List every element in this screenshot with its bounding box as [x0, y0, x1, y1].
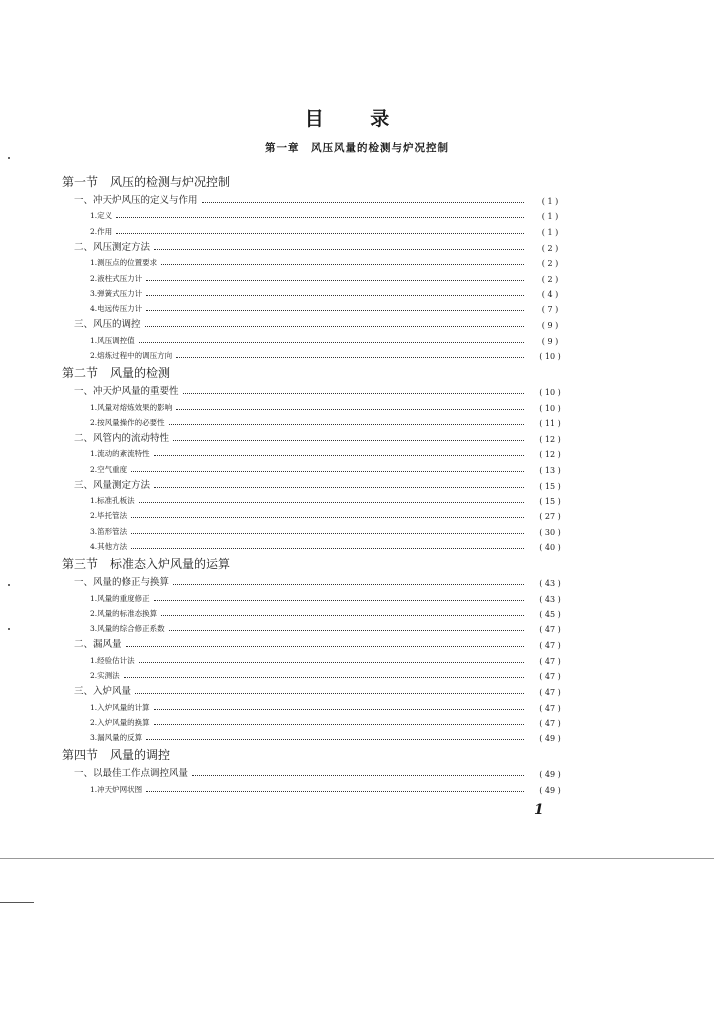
toc-item: [62, 521, 572, 536]
toc-item: [62, 268, 572, 283]
scan-speck: [8, 628, 10, 630]
toc-entry-text: 1.入炉风量的计算: [90, 702, 150, 712]
dot-leader: [173, 439, 524, 441]
toc-page-ref: ( 43 ): [539, 594, 561, 604]
toc-entry-text: 二、漏风量: [74, 639, 122, 651]
dot-leader: [139, 501, 524, 503]
dot-leader: [146, 790, 524, 792]
toc-section: [62, 743, 572, 763]
toc-entry-text: 1.经验估计法: [90, 655, 135, 665]
dot-leader: [124, 676, 524, 678]
toc-entry-text: 三、风量测定方法: [74, 479, 151, 491]
table-of-contents: [62, 170, 572, 795]
page-title: 目 录: [304, 108, 410, 130]
toc-entry-text: 1.定义: [90, 211, 113, 221]
toc-item: [62, 697, 572, 712]
toc-sub: [62, 314, 572, 330]
toc-sub: [62, 681, 572, 697]
toc-page-ref: ( 47 ): [539, 718, 561, 728]
dot-leader: [161, 614, 524, 616]
toc-item: [62, 253, 572, 268]
toc-sub: [62, 763, 572, 779]
toc-page-ref: ( 10 ): [539, 403, 561, 413]
toc-item: [62, 650, 572, 665]
toc-sub: [62, 237, 572, 253]
toc-item: [62, 444, 572, 459]
toc-entry-text: 2.毕托管法: [90, 511, 128, 521]
toc-entry-text: 2.按风量操作的必要性: [90, 417, 165, 427]
toc-entry-text: 1.风压调控值: [90, 335, 135, 345]
toc-item: [62, 284, 572, 299]
dot-leader: [131, 547, 524, 549]
toc-entry-text: 1.标准孔板法: [90, 496, 135, 506]
toc-entry-text: 2.实测法: [90, 671, 120, 681]
toc-entry-text: 第三节 标准态入炉风量的运算: [62, 557, 231, 572]
toc-item: [62, 713, 572, 728]
toc-page-ref: ( 7 ): [541, 305, 559, 315]
toc-page-ref: ( 47 ): [539, 688, 561, 698]
toc-entry-text: 2.熔炼过程中的调压方向: [90, 351, 173, 361]
toc-item: [62, 459, 572, 474]
toc-entry-text: 4.其他方法: [90, 542, 128, 552]
toc-page-ref: ( 49 ): [539, 734, 561, 744]
toc-sub: [62, 428, 572, 444]
chapter-heading: 第一章 风压风量的检测与炉况控制: [265, 142, 449, 154]
toc-entry-text: 二、风压测定方法: [74, 241, 151, 253]
toc-entry-text: 一、风量的修正与换算: [74, 577, 170, 589]
toc-entry-text: 1.冲天炉网状图: [90, 784, 143, 794]
toc-page-ref: ( 10 ): [539, 388, 561, 398]
dot-leader: [131, 470, 524, 472]
toc-entry-text: 2.作用: [90, 226, 113, 236]
toc-page-ref: ( 9 ): [541, 321, 559, 331]
toc-item: [62, 506, 572, 521]
toc-item: [62, 666, 572, 681]
toc-page-ref: ( 13 ): [539, 465, 561, 475]
dot-leader: [139, 661, 524, 663]
dot-leader: [116, 232, 524, 234]
dot-leader: [176, 356, 524, 358]
dot-leader: [202, 201, 524, 203]
dot-leader: [146, 279, 524, 281]
dot-leader: [169, 423, 524, 425]
scan-speck: [8, 157, 10, 159]
toc-item: [62, 779, 572, 794]
toc-page-ref: ( 12 ): [539, 450, 561, 460]
toc-sub: [62, 634, 572, 650]
toc-page-ref: ( 10 ): [539, 352, 561, 362]
toc-page-ref: ( 11 ): [539, 418, 561, 428]
dot-leader: [169, 629, 524, 631]
toc-page-ref: ( 1 ): [541, 212, 559, 222]
toc-page-ref: ( 47 ): [539, 656, 561, 666]
dot-leader: [154, 599, 524, 601]
toc-sub: [62, 190, 572, 206]
toc-sub: [62, 381, 572, 397]
toc-page-ref: ( 47 ): [539, 641, 561, 651]
dot-leader: [116, 216, 524, 218]
toc-entry-text: 2.液柱式压力计: [90, 273, 143, 283]
toc-page-ref: ( 15 ): [539, 481, 561, 491]
toc-item: [62, 413, 572, 428]
toc-entry-text: 3.弹簧式压力计: [90, 288, 143, 298]
toc-page-ref: ( 45 ): [539, 610, 561, 620]
dot-leader: [173, 583, 524, 585]
toc-item: [62, 221, 572, 236]
dot-leader: [146, 738, 524, 740]
page-number: 1: [534, 802, 544, 818]
dot-leader: [154, 486, 524, 488]
dot-leader: [145, 325, 524, 327]
toc-entry-text: 第一节 风压的检测与炉况控制: [62, 175, 231, 189]
toc-item: [62, 206, 572, 221]
toc-page-ref: ( 2 ): [541, 243, 559, 253]
toc-entry-text: 2.风量的标准态换算: [90, 609, 158, 619]
toc-page-ref: ( 49 ): [539, 770, 561, 780]
toc-page-ref: ( 49 ): [539, 785, 561, 795]
toc-item: [62, 604, 572, 619]
toc-page-ref: ( 27 ): [539, 512, 561, 522]
toc-entry-text: 3.笛形管法: [90, 526, 128, 536]
toc-entry-text: 第二节 风量的检测: [62, 366, 171, 381]
dot-leader: [176, 408, 524, 410]
scan-line: [0, 902, 34, 903]
toc-page-ref: ( 1 ): [541, 197, 559, 206]
toc-entry-text: 一、冲天炉风量的重要性: [74, 386, 179, 398]
toc-entry-text: 一、以最佳工作点调控风量: [74, 768, 189, 780]
dot-leader: [146, 309, 524, 311]
toc-entry-text: 三、入炉风量: [74, 686, 132, 698]
dot-leader: [154, 708, 524, 710]
toc-page-ref: ( 9 ): [541, 336, 559, 346]
toc-sub: [62, 475, 572, 491]
toc-page-ref: ( 4 ): [541, 289, 559, 299]
toc-entry-text: 一、冲天炉风压的定义与作用: [74, 195, 198, 206]
dot-leader: [146, 294, 524, 296]
toc-item: [62, 330, 572, 345]
toc-entry-text: 2.空气重度: [90, 464, 128, 474]
toc-section: [62, 552, 572, 572]
toc-page-ref: ( 30 ): [539, 527, 561, 537]
toc-entry-text: 3.风量的综合修正系数: [90, 624, 165, 634]
toc-page-ref: ( 40 ): [539, 543, 561, 553]
dot-leader: [135, 692, 524, 694]
dot-leader: [154, 454, 524, 456]
dot-leader: [192, 774, 524, 776]
scan-speck: [8, 584, 10, 586]
toc-entry-text: 第四节 风量的调控: [62, 748, 171, 763]
toc-page-ref: ( 47 ): [539, 703, 561, 713]
toc-item: [62, 491, 572, 506]
dot-leader: [154, 248, 524, 250]
toc-page-ref: ( 47 ): [539, 672, 561, 682]
toc-entry-text: 1.测压点的位置要求: [90, 258, 158, 268]
dot-leader: [183, 392, 524, 394]
toc-item: [62, 588, 572, 603]
dot-leader: [139, 341, 524, 343]
toc-item: [62, 728, 572, 743]
toc-item: [62, 537, 572, 552]
toc-entry-text: 3.漏风量的反算: [90, 733, 143, 743]
toc-section: [62, 361, 572, 381]
toc-entry-text: 1.流动的紊流特性: [90, 449, 150, 459]
toc-item: [62, 346, 572, 361]
toc-sub: [62, 572, 572, 588]
dot-leader: [131, 532, 524, 534]
toc-entry-text: 2.入炉风量的换算: [90, 717, 150, 727]
toc-item: [62, 397, 572, 412]
toc-page-ref: ( 1 ): [541, 227, 559, 237]
toc-item: [62, 619, 572, 634]
toc-page-ref: ( 12 ): [539, 434, 561, 444]
toc-page-ref: ( 2 ): [541, 274, 559, 284]
toc-entry-text: 1.风量对熔炼效果的影响: [90, 402, 173, 412]
toc-item: [62, 299, 572, 314]
toc-entry-text: 4.电远传压力计: [90, 304, 143, 314]
toc-entry-text: 1.风量的重度修正: [90, 593, 150, 603]
dot-leader: [126, 645, 524, 647]
scan-line: [0, 858, 714, 859]
dot-leader: [154, 723, 524, 725]
toc-page-ref: ( 2 ): [541, 259, 559, 269]
toc-page-ref: ( 43 ): [539, 579, 561, 589]
toc-page-ref: ( 47 ): [539, 625, 561, 635]
dot-leader: [161, 263, 524, 265]
toc-section: [62, 170, 572, 190]
toc-entry-text: 三、风压的调控: [74, 319, 141, 331]
toc-page-ref: ( 15 ): [539, 497, 561, 507]
dot-leader: [131, 516, 524, 518]
toc-entry-text: 二、风管内的流动特性: [74, 432, 170, 444]
